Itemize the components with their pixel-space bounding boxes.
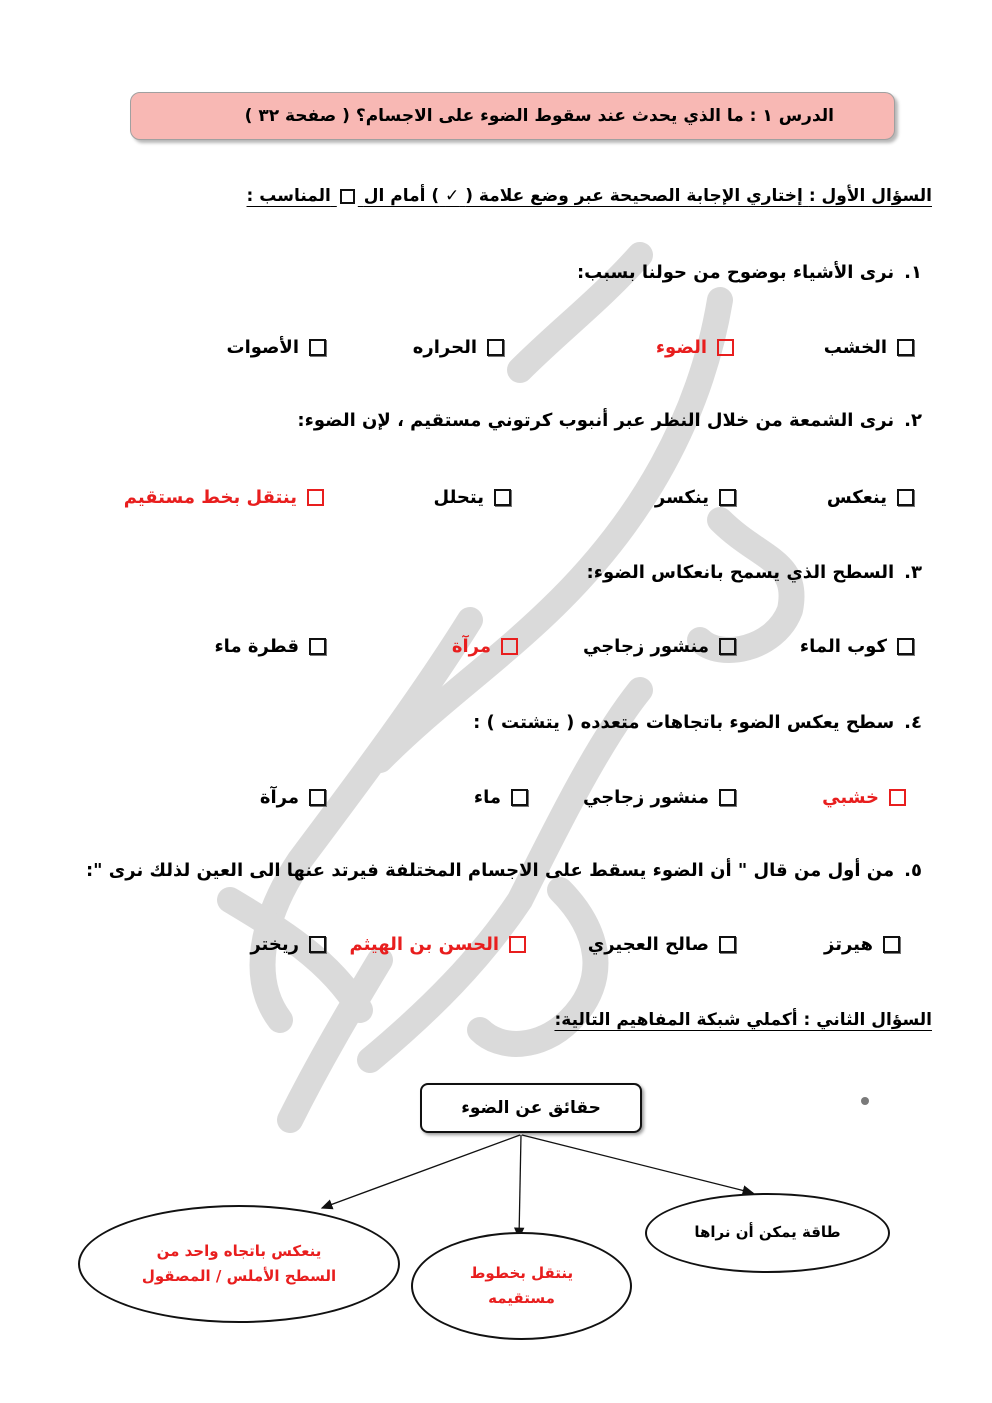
check-mark-icon: ✓: [445, 186, 460, 206]
option-label: الحسن بن الهيثم: [349, 934, 499, 955]
option-label: قطرة ماء: [214, 636, 299, 657]
section1-label: السؤال الأول :: [808, 186, 932, 206]
option-label: ينكسر: [654, 487, 709, 508]
option-label: كوب الماء: [799, 636, 887, 657]
option-label: هيرتز: [824, 934, 873, 955]
option-label: ينتقل بخط مستقيم: [123, 487, 297, 508]
concept-node-text: السطح الأملس / المصقول: [141, 1267, 337, 1285]
section1-instruction-b: ) أمام ال: [363, 186, 440, 206]
option-label: يتحلل: [433, 487, 484, 508]
option-label: الأصوات: [226, 337, 299, 358]
question-text: نرى الأشياء بوضوح من حولنا بسبب:: [576, 262, 895, 283]
question-text: من أول من قال " أن الضوء يسقط على الاجسام المختلفة فيرتد عنها الى العين لذلك نرى ":: [85, 860, 895, 881]
option-label: الخشب: [823, 337, 887, 358]
question-number: ٢.: [904, 410, 922, 431]
concept-node-text: ينعكس باتجاه واحد من: [156, 1241, 322, 1260]
option-label: الحراره: [412, 337, 477, 358]
arrow-right: [522, 1135, 753, 1193]
section1-instruction-c: المناسب :: [246, 186, 331, 206]
concept-node-energy: [645, 1193, 890, 1273]
arrow-left: [322, 1135, 520, 1208]
question-number: ٥.: [904, 860, 922, 881]
concept-node-straight-lines: [411, 1232, 632, 1340]
option-label: الضوء: [655, 337, 707, 358]
question-number: ٤.: [904, 712, 922, 733]
option-label: ماء: [473, 787, 501, 808]
lesson-title: الدرس ١ : ما الذي يحدث عند سقوط الضوء على الاجسام؟ ( صفحة ٣٢ ): [244, 106, 834, 126]
concept-node-text: مستقيمه: [488, 1289, 555, 1307]
question-text: السطح الذي يسمح بانعكاس الضوء:: [586, 562, 895, 583]
option-label: ريختر: [250, 934, 299, 955]
concept-node-text: طاقة يمكن أن نراها: [694, 1223, 841, 1242]
question-number: ٣.: [904, 562, 922, 583]
option-label: منشور زجاجي: [583, 636, 709, 657]
arrow-center: [519, 1135, 521, 1238]
question-text: سطح يعكس الضوء باتجاهات متعدده ( يتشتت ) :: [473, 712, 895, 733]
option-label: صالح العجيري: [587, 934, 709, 955]
option-label: مرآة: [451, 636, 491, 657]
section2-label: السؤال الثاني : أكملي شبكة المفاهيم التالية:: [554, 1010, 932, 1030]
concept-node-reflection: [78, 1205, 400, 1323]
option-label: منشور زجاجي: [583, 787, 709, 808]
option-label: ينعكس: [826, 487, 887, 508]
question-text: نرى الشمعة من خلال النظر عبر أنبوب كرتوني مستقيم ، لإن الضوء:: [297, 410, 895, 431]
concept-map-root-label: حقائق عن الضوء: [461, 1098, 601, 1118]
concept-node-text: ينتقل بخطوط: [469, 1263, 574, 1282]
section1-instruction-a: إختاري الإجابة الصحيحة عبر وضع علامة (: [465, 186, 803, 206]
option-label: خشبي: [822, 787, 879, 808]
question-number: ١.: [904, 262, 922, 283]
option-label: مرآة: [259, 787, 299, 808]
